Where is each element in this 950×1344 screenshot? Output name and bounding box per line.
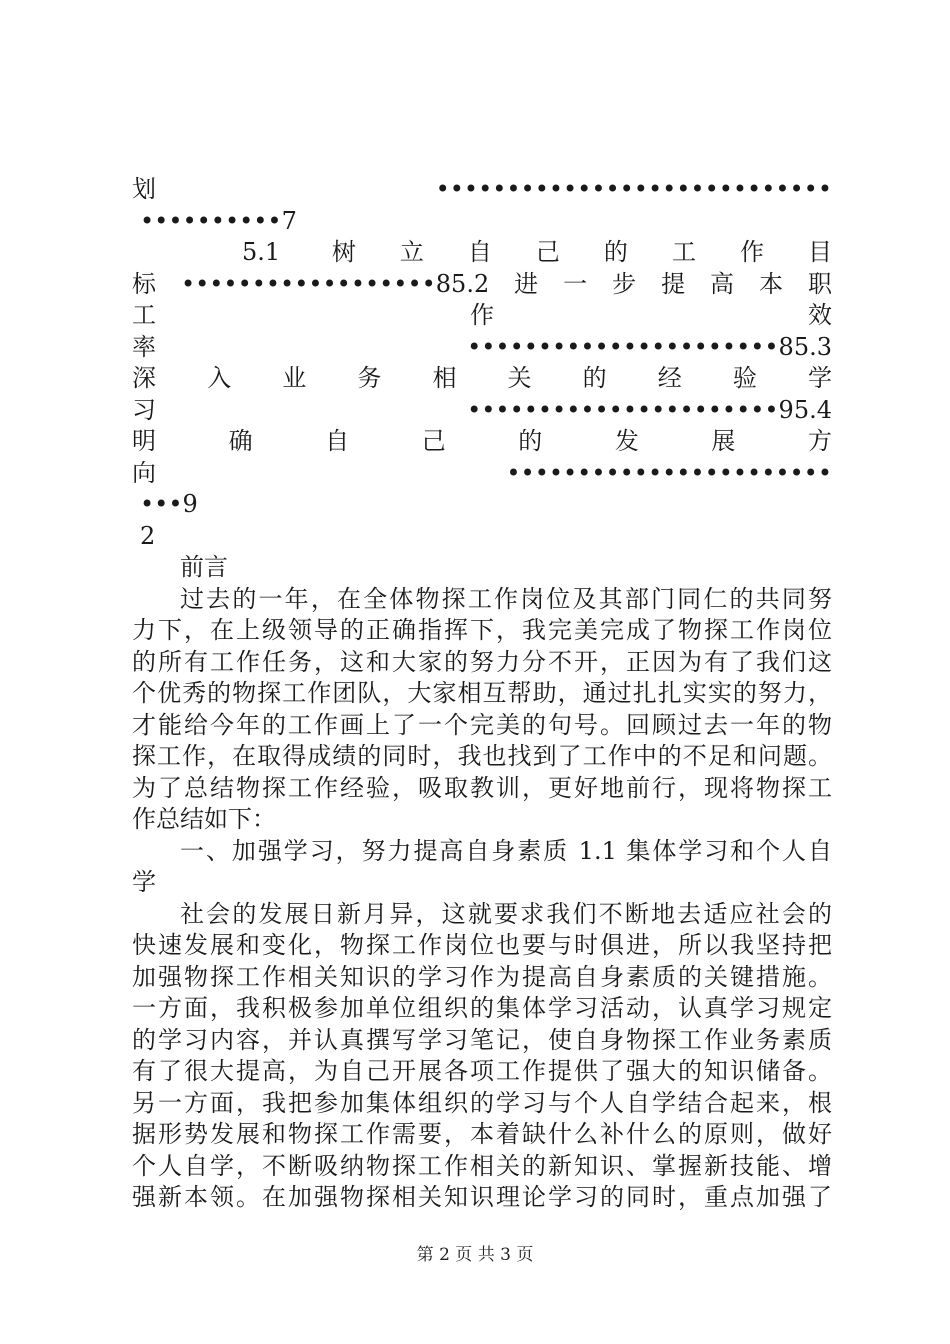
toc-line: 习 ••••••••••••••••••••••95.4 [132, 395, 832, 424]
toc-line: 明 确 自 己 的 发 展 方 [132, 427, 832, 455]
paragraph-line: 强新本领。在加强物探相关知识理论学习的同时，重点加强了 [132, 1183, 832, 1211]
preface-title: 前言 [180, 553, 228, 581]
toc-line: 划 •••••••••••••••••••••••••••• [132, 175, 832, 203]
toc-line: 率 ••••••••••••••••••••••85.3 [132, 332, 832, 361]
page-body [132, 174, 832, 1214]
paragraph-line: 过去的一年，在全体物探工作岗位及其部门同仁的共同努 [180, 584, 832, 613]
page-footer: 第 2 页 共 3 页 [416, 1245, 534, 1265]
toc-line: 深 入 业 务 相 关 的 经 验 学 [132, 364, 832, 392]
paragraph-line: 作总结如下： [132, 805, 276, 833]
paragraph-line: 的所有工作任务，这和大家的努力分不开，正因为有了我们这 [132, 647, 832, 676]
paragraph-line: 据形势发展和物探工作需要，本着缺什么补什么的原则，做好 [132, 1120, 832, 1148]
paragraph-line: 个优秀的物探工作团队，大家相互帮助，通过扎扎实实的努力， [132, 679, 832, 707]
paragraph-line: 探工作，在取得成绩的同时，我也找到了工作中的不足和问题。 [132, 742, 832, 770]
paragraph-line: 才能给今年的工作画上了一个完美的句号。回顾过去一年的物 [132, 710, 832, 739]
toc-line: ••••••••••7 [140, 206, 297, 235]
paragraph-line: 社会的发展日新月异，这就要求我们不断地去适应社会的 [180, 899, 832, 928]
paragraph-line: 另一方面，我把参加集体组织的学习与个人自学结合起来，根 [132, 1088, 832, 1117]
section-heading-cont: 学 [132, 868, 156, 896]
paragraph-line: 个人自学，不断吸纳物探工作相关的新知识、掌握新技能、增 [132, 1151, 832, 1180]
paragraph-line: 为了总结物探工作经验，吸取教训，更好地前行，现将物探工 [132, 773, 832, 802]
toc-line: •••9 [140, 490, 198, 518]
toc-line: 标••••••••••••••••••85.2进一步提高本职 [132, 269, 832, 298]
toc-line: 向 ••••••••••••••••••••••• [132, 458, 832, 487]
paragraph-line: 的学习内容，并认真撰写学习笔记，使自身物探工作业务素质 [132, 1025, 832, 1054]
toc-entry-5-1: 5.1 树立自己的工作目 [242, 238, 832, 266]
paragraph-line: 加强物探工作相关知识的学习作为提高自身素质的关键措施。 [132, 962, 832, 991]
paragraph-line: 快速发展和变化，物探工作岗位也要与时俱进，所以我坚持把 [132, 931, 832, 959]
page-number-marker: 2 [140, 521, 156, 550]
section-heading: 一、加强学习，努力提高自身素质 1.1 集体学习和个人自 [180, 836, 832, 865]
paragraph-line: 力下，在上级领导的正确指挥下，我完美完成了物探工作岗位 [132, 616, 832, 644]
toc-line: 工 作 效 [132, 301, 832, 329]
paragraph-line: 一方面，我积极参加单位组织的集体学习活动，认真学习规定 [132, 994, 832, 1022]
paragraph-line: 有了很大提高，为自己开展各项工作提供了强大的知识储备。 [132, 1057, 832, 1085]
